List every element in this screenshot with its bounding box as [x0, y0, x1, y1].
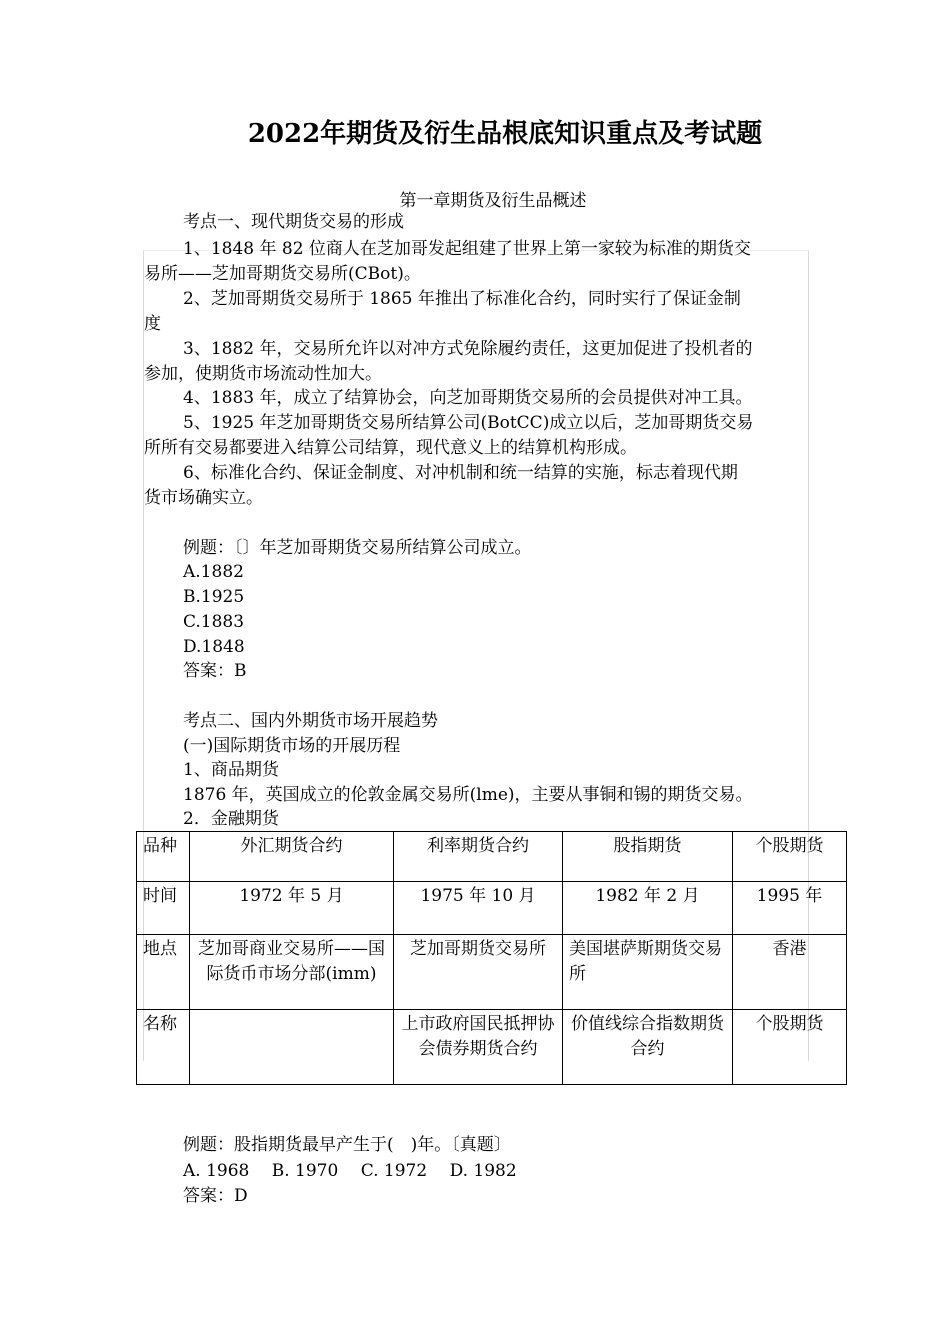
row-header-name: 名称 — [137, 1010, 190, 1085]
section1-heading: 考点一、现代期货交易的形成 — [183, 212, 404, 232]
table-cell: 1972 年 5 月 — [190, 882, 394, 935]
row-header-location: 地点 — [137, 935, 190, 1010]
table-cell — [190, 1010, 394, 1085]
table-row — [137, 935, 847, 1010]
section2-item1: 1、商品期货 — [183, 760, 279, 780]
paragraph-1b: 易所——芝加哥期货交易所(CBot)。 — [144, 264, 421, 284]
example2-answer: 答案：D — [183, 1186, 248, 1206]
paragraph-1a: 1、1848 年 82 位商人在芝加哥发起组建了世界上第一家较为标准的期货交 — [183, 239, 751, 259]
example1-option-a: A.1882 — [183, 562, 244, 582]
section2-subheading: (一)国际期货市场的开展历程 — [183, 736, 401, 756]
document-title: 2022年期货及衍生品根底知识重点及考试题 — [247, 119, 763, 149]
table-cell: 芝加哥商业交易所——国际货币市场分部(imm) — [190, 935, 394, 1010]
example1-answer: 答案：B — [183, 661, 247, 681]
paragraph-2b: 度 — [144, 314, 161, 334]
paragraph-5a: 5、1925 年芝加哥期货交易所结算公司(BotCC)成立以后，芝加哥期货交易 — [183, 413, 754, 433]
table-cell: 股指期货 — [563, 832, 733, 882]
table-row — [137, 1010, 847, 1085]
section2-heading: 考点二、国内外期货市场开展趋势 — [183, 711, 438, 731]
paragraph-5b: 所所有交易都要进入结算公司结算，现代意义上的结算机构形成。 — [144, 438, 637, 458]
table-cell: 芝加哥期货交易所 — [394, 935, 563, 1010]
example1-option-c: C.1883 — [183, 612, 245, 632]
example1-option-b: B.1925 — [183, 587, 245, 607]
table-cell: 1975 年 10 月 — [394, 882, 563, 935]
table-cell: 1995 年 — [733, 882, 847, 935]
example1-option-d: D.1848 — [183, 637, 245, 657]
table-cell: 价值线综合指数期货合约 — [563, 1010, 733, 1085]
financial-futures-table — [136, 831, 847, 1085]
section2-item1-text: 1876 年，英国成立的伦敦金属交易所(lme)，主要从事铜和锡的期货交易。 — [183, 785, 753, 805]
table-cell: 个股期货 — [733, 832, 847, 882]
paragraph-6b: 货市场确实立。 — [144, 488, 263, 508]
table-cell: 利率期货合约 — [394, 832, 563, 882]
paragraph-6a: 6、标准化合约、保证金制度、对冲机制和统一结算的实施，标志着现代期 — [183, 463, 738, 483]
paragraph-3b: 参加，使期货市场流动性加大。 — [144, 364, 382, 384]
table-cell: 1982 年 2 月 — [563, 882, 733, 935]
example2-options: A. 1968 B. 1970 C. 1972 D. 1982 — [183, 1161, 517, 1181]
table-row — [137, 832, 847, 882]
paragraph-4: 4、1883 年，成立了结算协会，向芝加哥期货交易所的会员提供对冲工具。 — [183, 388, 753, 408]
row-header-variety: 品种 — [137, 832, 190, 882]
example1-question: 例题：〔〕年芝加哥期货交易所结算公司成立。 — [183, 538, 532, 558]
table-cell: 美国堪萨斯期货交易所 — [563, 935, 733, 1010]
paragraph-2a: 2、芝加哥期货交易所于 1865 年推出了标准化合约，同时实行了保证金制 — [183, 289, 741, 309]
table-cell: 上市政府国民抵押协会债券期货合约 — [394, 1010, 563, 1085]
example2-question: 例题：股指期货最早产生于( )年。〔真题〕 — [183, 1135, 511, 1155]
table-cell: 个股期货 — [733, 1010, 847, 1085]
table-row — [137, 882, 847, 935]
row-header-time: 时间 — [137, 882, 190, 935]
section2-item2: 2．金融期货 — [183, 809, 279, 829]
table-cell: 外汇期货合约 — [190, 832, 394, 882]
table-cell: 香港 — [733, 935, 847, 1010]
chapter-heading: 第一章期货及衍生品概述 — [399, 191, 587, 211]
paragraph-3a: 3、1882 年，交易所允许以对冲方式免除履约责任，这更加促进了投机者的 — [183, 339, 753, 359]
